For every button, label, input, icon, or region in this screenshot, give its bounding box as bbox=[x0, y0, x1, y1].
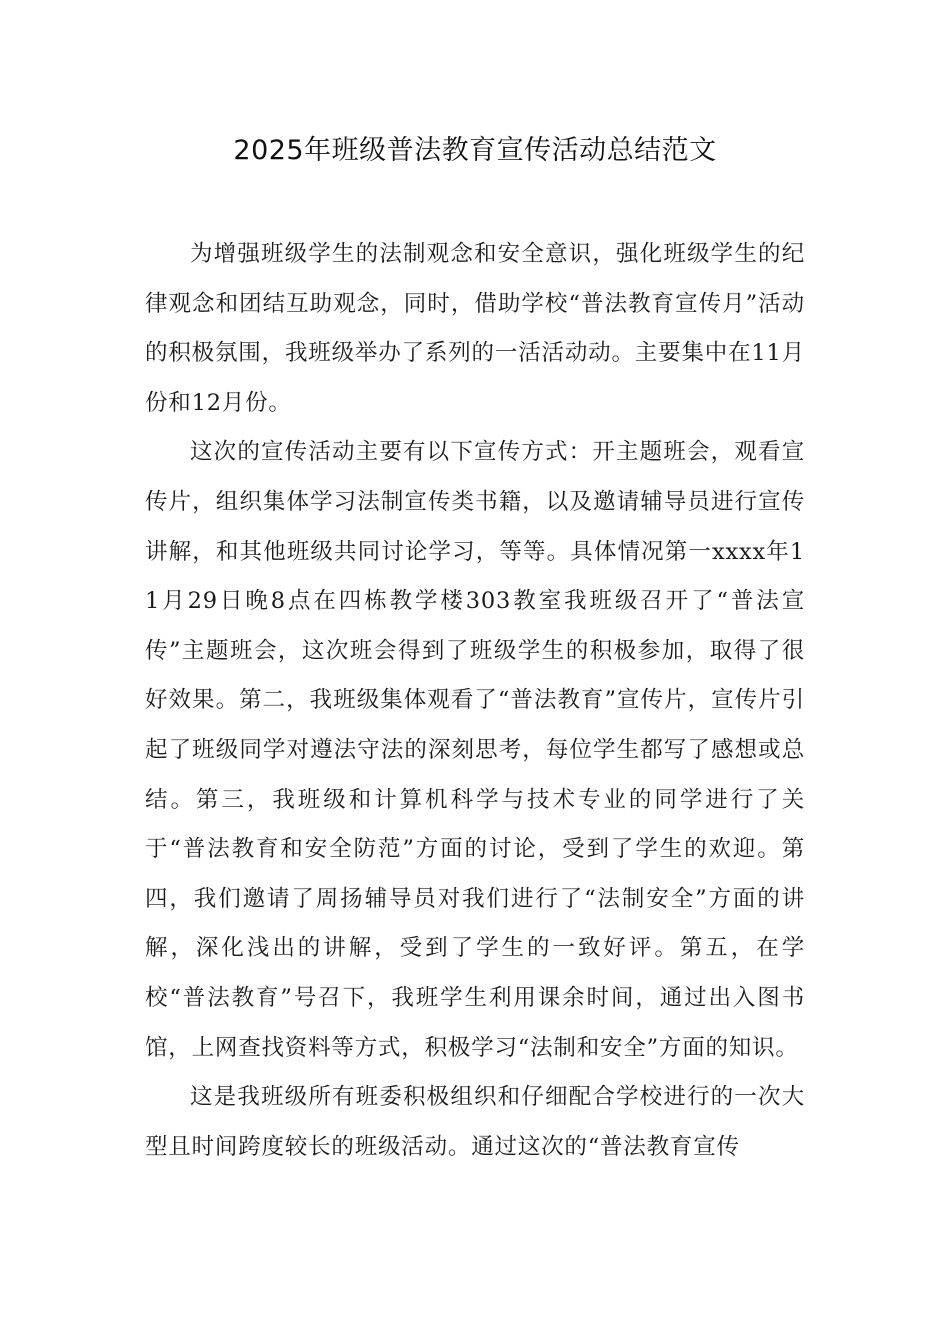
document-body bbox=[145, 230, 805, 1172]
paragraph-1: 为增强班级学生的法制观念和安全意识，强化班级学生的纪律观念和团结互助观念，同时，借助学校“普法教育宣传月”活动的积极氛围，我班级举办了系列的一活活动动。主要集中在11月份和12月份。 bbox=[145, 241, 805, 416]
document-title: 2025年班级普法教育宣传活动总结范文 bbox=[233, 135, 717, 166]
paragraph-2: 这次的宣传活动主要有以下宣传方式：开主题班会，观看宣传片，组织集体学习法制宣传类书籍，以及邀请辅导员进行宣传讲解，和其他班级共同讨论学习，等等。具体情况第一xxxx年11月29日晚8点在四栋教学楼303教室我班级召开了“普法宣传”主题班会，这次班会得到了班级学生的积极参加，取得了很好效果。第二，我班级集体观看了“普法教育”宣传片，宣传片引起了班级同学对遵法守法的深刻思考，每位学生都写了感想或总结。第三，我班级和计算机科学与技术专业的同学进行了关于“普法教育和安全防范”方面的讨论，受到了学生的欢迎。第四，我们邀请了周扬辅导员对我们进行了“法制安全”方面的讲解，深化浅出的讲解，受到了学生的一致好评。第五，在学校“普法教育”号召下，我班学生利用课余时间，通过出入图书馆，上网查找资料等方式，积极学习“法制和安全”方面的知识。 bbox=[145, 439, 805, 1061]
paragraph-3: 这是我班级所有班委积极组织和仔细配合学校进行的一次大型且时间跨度较长的班级活动。通过这次的“普法教育宣传 bbox=[145, 1084, 805, 1160]
